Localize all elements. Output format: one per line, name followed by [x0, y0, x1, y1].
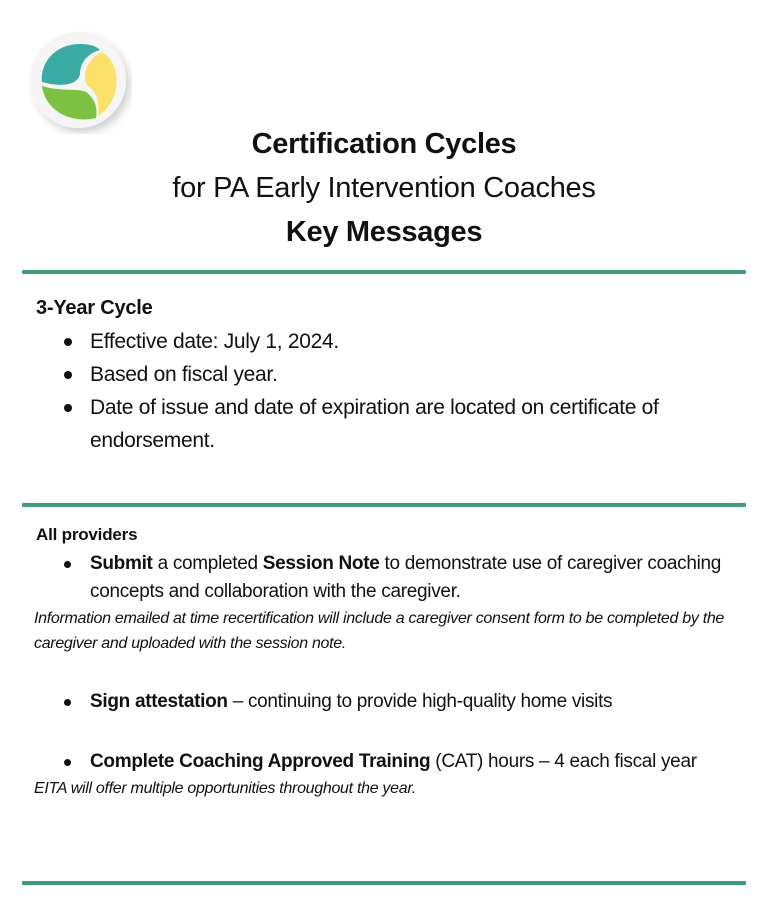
logo [28, 30, 132, 134]
divider-top [22, 270, 746, 274]
list-item-cat [36, 748, 740, 776]
cat-text: (CAT) hours – 4 each fiscal year [430, 751, 697, 772]
cycle-heading: 3-Year Cycle [36, 297, 153, 319]
list-item: Based on fiscal year. [36, 358, 746, 391]
attestation-text: – continuing to provide high-quality home visits [227, 691, 613, 712]
list-item: Date of issue and date of expiration are located on certificate of endorsement. [36, 391, 670, 457]
title-block [0, 122, 768, 254]
logo-icon [28, 30, 132, 134]
attestation-label: Sign attestation [90, 691, 228, 712]
page-subtitle: for PA Early Intervention Coaches [172, 172, 596, 204]
providers-section [36, 522, 746, 801]
session-note-label: Session Note [262, 553, 380, 574]
cat-note: EITA will offer multiple opportunities throughout the year. [34, 780, 416, 797]
divider-middle [22, 503, 746, 507]
cycle-list [36, 325, 746, 457]
submit-note: Information emailed at time recertification will include a caregiver consent form to be completed by the caregiver and uploaded with the session note. [34, 610, 725, 652]
list-item-submit [36, 550, 750, 606]
list-item-attestation [36, 688, 746, 716]
divider-bottom [22, 881, 746, 885]
cat-label: Complete Coaching Approved Training [90, 751, 431, 772]
providers-heading: All providers [36, 525, 138, 544]
providers-list-2 [36, 688, 746, 716]
submit-text-1: a completed [152, 553, 263, 574]
list-item: Effective date: July 1, 2024. [36, 325, 746, 358]
key-messages-heading: Key Messages [285, 216, 483, 248]
cycle-section [36, 294, 746, 457]
providers-list-3 [36, 748, 746, 776]
submit-text-2: to demonstrate use of caregiver coaching concepts and collaboration with the caregiver. [90, 553, 722, 602]
page-title: Certification Cycles [251, 128, 517, 160]
submit-label: Submit [90, 553, 153, 574]
providers-list-1 [36, 550, 746, 606]
